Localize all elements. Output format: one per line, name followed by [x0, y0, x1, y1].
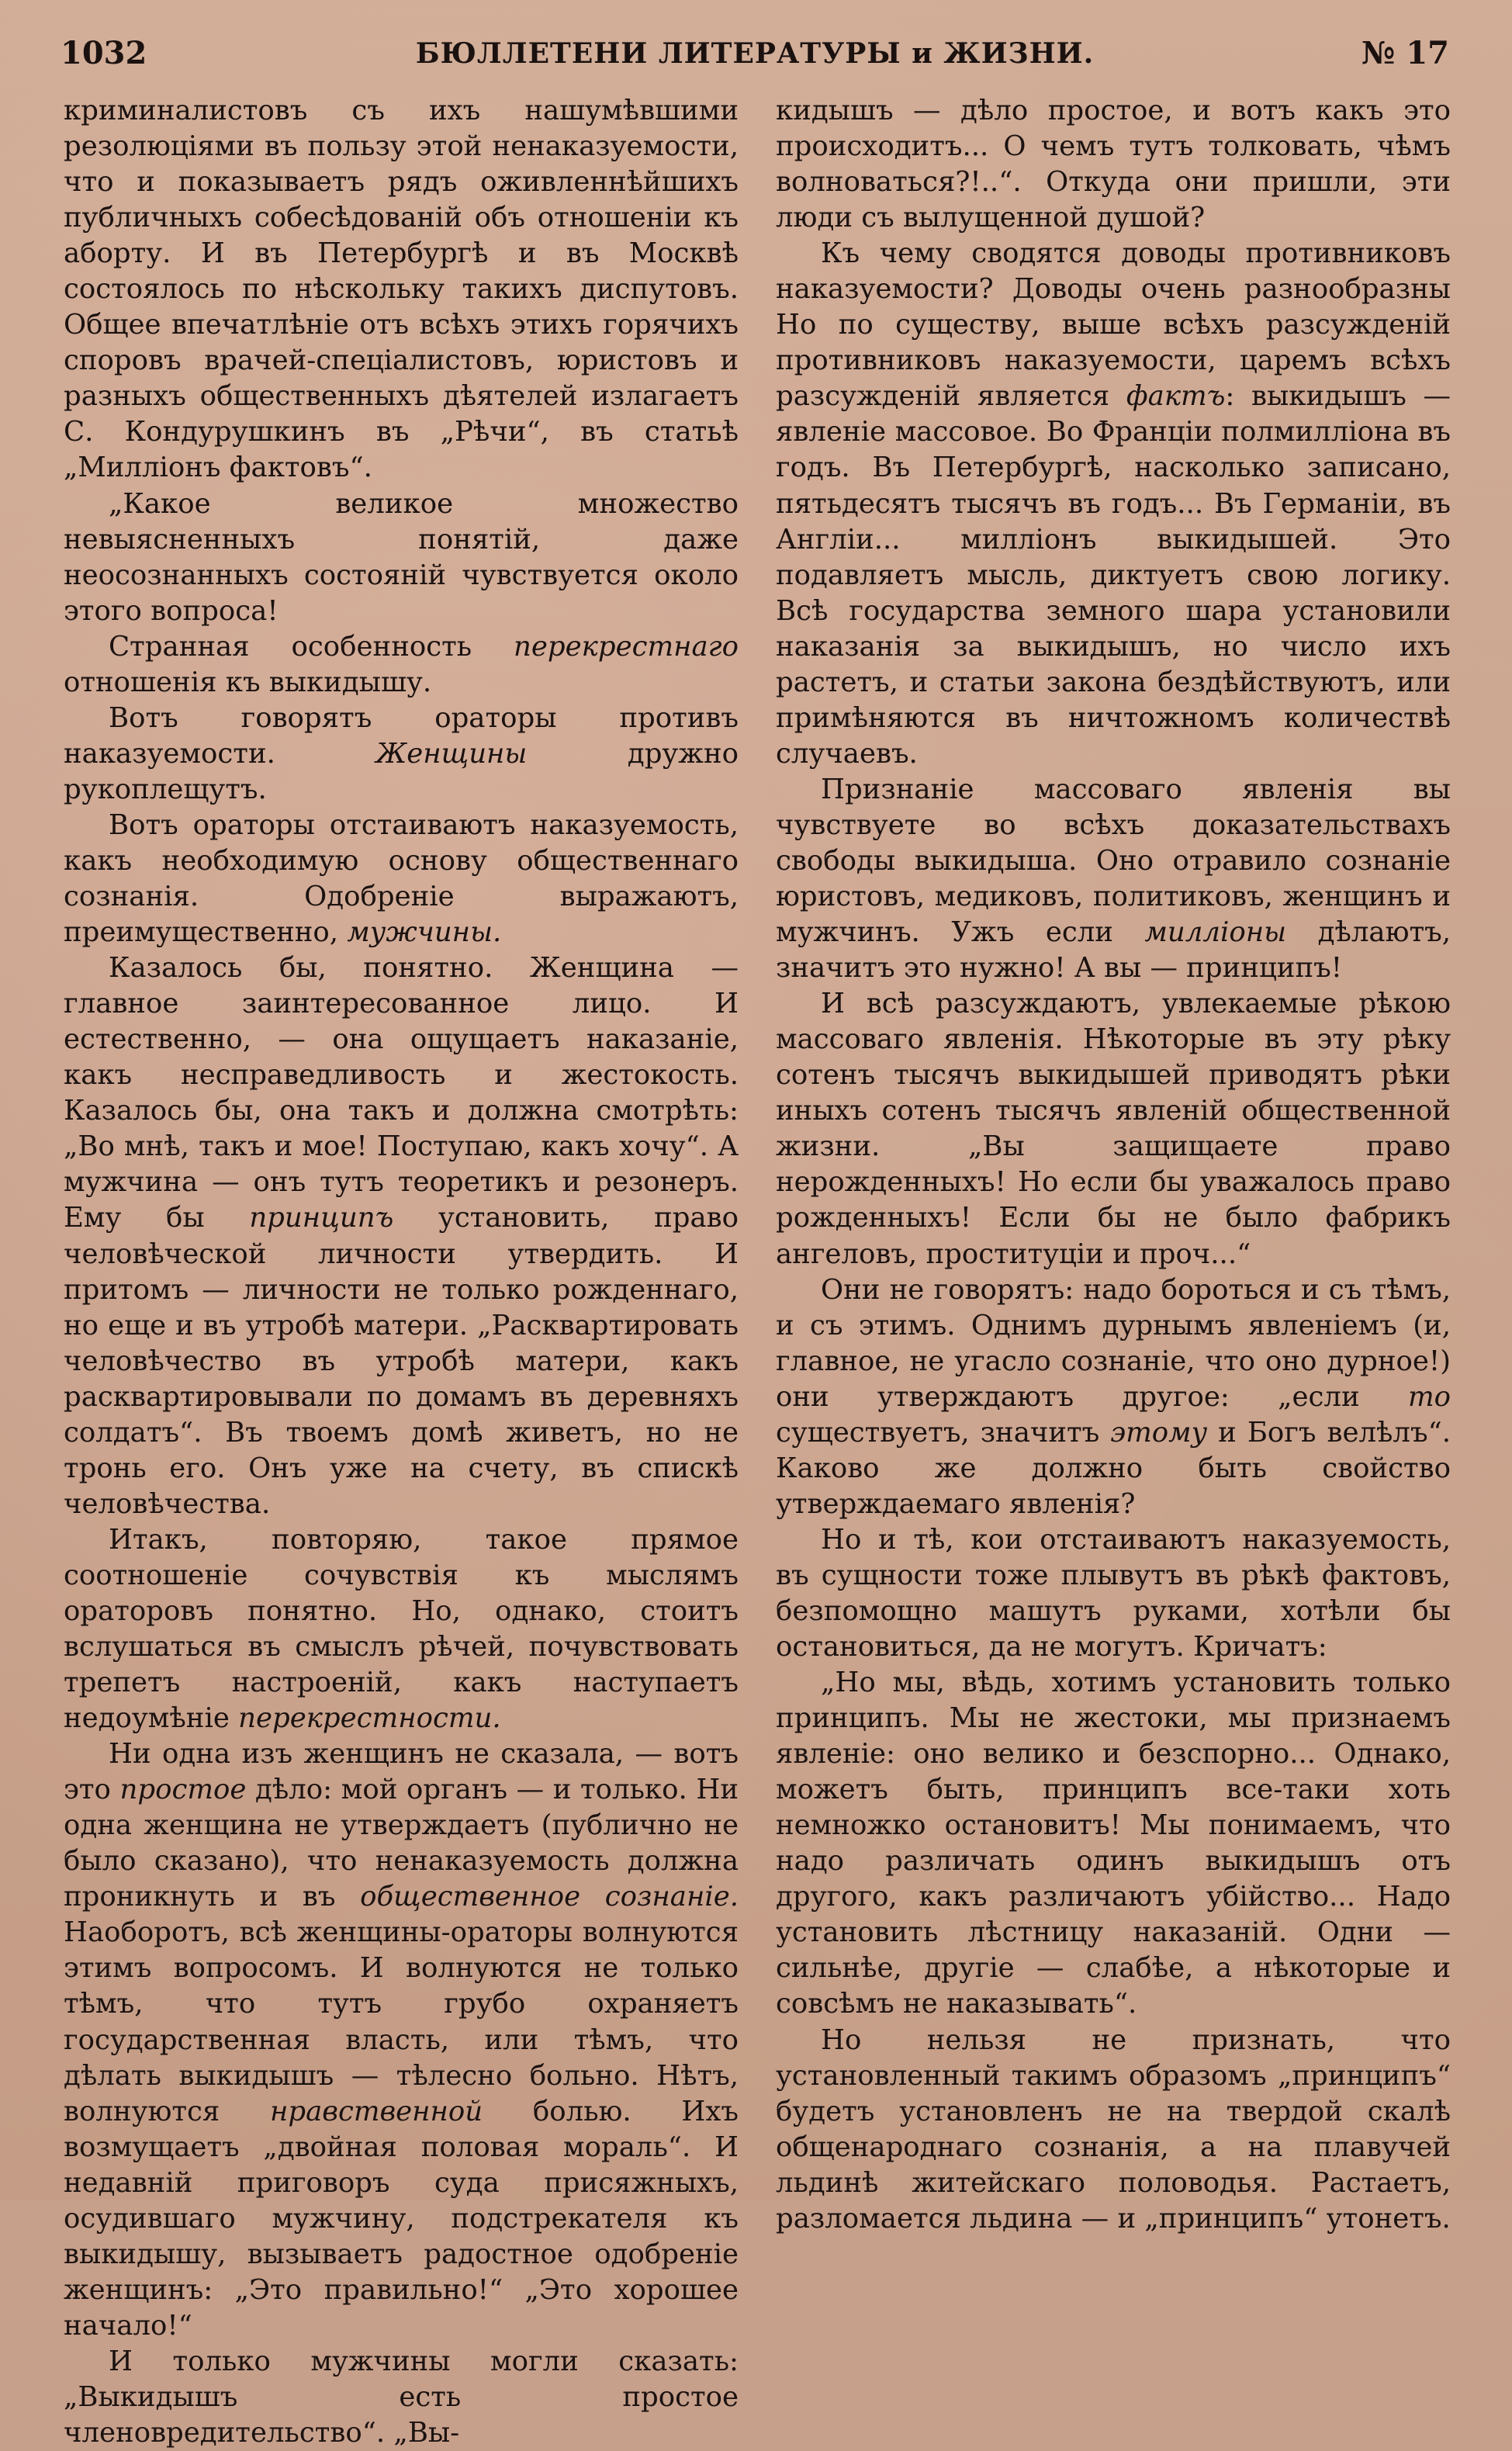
paragraph: „Но мы, вѣдь, хотимъ установить только принципъ. Мы не жестоки, мы признаемъ явленіе: оно велико и безспорно... Однако, можетъ быть, принципъ все-таки хоть немножко остановитъ! Мы понимаемъ, что надо различать одинъ выкидышъ отъ другого, какъ различаютъ убійство... Надо установить лѣстницу наказаній. Одни — сильнѣе, другіе — слабѣе, а нѣкоторые и совсѣмъ не наказывать“.	[776, 1667, 1451, 2020]
paragraph: Они не говорятъ: надо бороться и съ тѣмъ, и съ этимъ. Однимъ дурнымъ явленіемъ (и, главное, не угасло сознаніе, что оно дурное!) они утверждаютъ другое: „если то существуетъ, значитъ этому и Богъ велѣлъ“. Каково же должно быть свойство утверждаемаго явленія?	[776, 1273, 1451, 1520]
right-column	[776, 93, 1451, 2235]
paragraph: „Какое великое множество невыясненныхъ понятій, даже неосознанныхъ состояній чувствуется около этого вопроса!	[64, 487, 739, 627]
paragraph: Ни одна изъ женщинъ не сказала, — вотъ это простое дѣло: мой органъ — и только. Ни одна женщина не утверждаетъ (публично не было сказано), что ненаказуемость должна проникнуть и въ общественное сознаніе. Наоборотъ, всѣ женщины-ораторы волнуются этимъ вопросомъ. И волнуются не только тѣмъ, что тутъ грубо охраняетъ государственная власть, или тѣмъ, что дѣлать выкидышъ — тѣлесно больно. Нѣтъ, волнуются нравственной болью. Ихъ возмущаетъ „двойная половая мораль“. И недавній приговоръ суда присяжныхъ, осудившаго мужчину, подстрекателя къ выкидышу, вызываетъ радостное одобреніе женщинъ: „Это правильно!“ „Это хорошее начало!“	[64, 1738, 739, 2342]
paragraph: И всѣ разсуждаютъ, увлекаемые рѣкою массоваго явленія. Нѣкоторые въ эту рѣку сотенъ тысячъ выкидышей приводятъ рѣки иныхъ сотенъ тысячъ явленій общественной жизни. „Вы защищаете право нерожденныхъ! Но если бы уважалось право рожденныхъ! Если бы не было фабрикъ ангеловъ, проституціи и проч...“	[776, 988, 1451, 1270]
page-number: 1032	[61, 35, 147, 71]
paragraph: Къ чему сводятся доводы противниковъ наказуемости? Доводы очень разнообразны Но по существу, выше всѣхъ разсужденій противниковъ наказуемости, царемъ всѣхъ разсужденій является фактъ: выкидышъ — явленіе массовое. Во Франціи полмилліона въ годъ. Въ Петербургѣ, насколько записано, пятьдесятъ тысячъ въ годъ... Въ Германіи, въ Англіи... милліонъ выкидышей. Это подавляетъ мысль, диктуетъ свою логику. Всѣ государства земного шара установили наказанія за выкидышъ, но число ихъ растетъ, и статьи закона бездѣйствуютъ, или примѣняются въ ничтожномъ количествѣ случаевъ.	[776, 237, 1451, 770]
paragraph: И только мужчины могли сказать: „Выкидышъ есть простое членовредительство“. „Вы-	[64, 2345, 739, 2449]
issue-number: № 17	[1361, 35, 1449, 71]
paragraph: Но нельзя не признать, что установленный такимъ образомъ „принципъ“ будетъ установленъ не на твердой скалѣ общенароднаго сознанія, а на плавучей льдинѣ житейскаго половодья. Растаетъ, разломается льдина — и „принципъ“ утонетъ.	[776, 2023, 1451, 2235]
running-header	[61, 26, 1449, 81]
paragraph: Вотъ говорятъ ораторы противъ наказуемости. Женщины дружно рукоплещутъ.	[64, 701, 739, 805]
paragraph: Странная особенность перекрестнаго отношенія къ выкидышу.	[64, 630, 739, 698]
paragraph: кидышъ — дѣло простое, и вотъ какъ это происходитъ... О чемъ тутъ толковать, чѣмъ волноваться?!..“. Откуда они пришли, эти люди съ вылущенной душой?	[776, 95, 1451, 234]
paragraph: криминалистовъ съ ихъ нашумѣвшими резолюціями въ пользу этой ненаказуемости, что и показываетъ рядъ оживленнѣйшихъ публичныхъ собесѣдованій объ отношеніи къ аборту. И въ Петербургѣ и въ Москвѣ состоялось по нѣскольку такихъ диспутовъ. Общее впечатлѣніе отъ всѣхъ этихъ горячихъ споровъ врачей-спеціалистовъ, юристовъ и разныхъ общественныхъ дѣятелей излагаетъ С. Кондурушкинъ въ „Рѣчи“, въ статьѣ „Милліонъ фактовъ“.	[64, 95, 739, 484]
paragraph: Признаніе массоваго явленія вы чувствуете во всѣхъ доказательствахъ свободы выкидыша. Оно отравило сознаніе юристовъ, медиковъ, политиковъ, женщинъ и мужчинъ. Ужъ если милліоны дѣлаютъ, значитъ это нужно! А вы — принципъ!	[776, 773, 1451, 985]
paragraph: Но и тѣ, кои отстаиваютъ наказуемость, въ сущности тоже плывутъ въ рѣкѣ фактовъ, безпомощно машутъ руками, хотѣли бы остановиться, да не могутъ. Кричатъ:	[776, 1523, 1451, 1663]
left-column	[64, 93, 739, 2449]
paragraph: Вотъ ораторы отстаиваютъ наказуемость, какъ необходимую основу общественнаго сознанія. Одобреніе выражаютъ, преимущественно, мужчины.	[64, 808, 739, 949]
paragraph: Итакъ, повторяю, такое прямое соотношеніе сочувствія къ мыслямъ ораторовъ понятно. Но, однако, стоитъ вслушаться въ смыслъ рѣчей, почувствовать трепетъ настроеній, какъ наступаетъ недоумѣніе перекрестности.	[64, 1523, 739, 1735]
paragraph: Казалось бы, понятно. Женщина — главное заинтересованное лицо. И естественно, — она ощущаетъ наказаніе, какъ несправедливость и жестокость. Казалось бы, она такъ и должна смотрѣть: „Во мнѣ, такъ и мое! Поступаю, какъ хочу“. А мужчина — онъ тутъ теоретикъ и резонеръ. Ему бы принципъ установить, право человѣческой личности утвердить. И притомъ — личности не только рожденнаго, но еще и въ утробѣ матери. „Расквартировать человѣчество въ утробѣ матери, какъ расквартировывали по домамъ въ деревняхъ солдатъ“. Въ твоемъ домѣ живетъ, но не тронь его. Онъ уже на счету, въ спискѣ человѣчества.	[64, 952, 739, 1520]
running-title: БЮЛЛЕТЕНИ ЛИТЕРАТУРЫ и ЖИЗНИ.	[415, 37, 1095, 70]
